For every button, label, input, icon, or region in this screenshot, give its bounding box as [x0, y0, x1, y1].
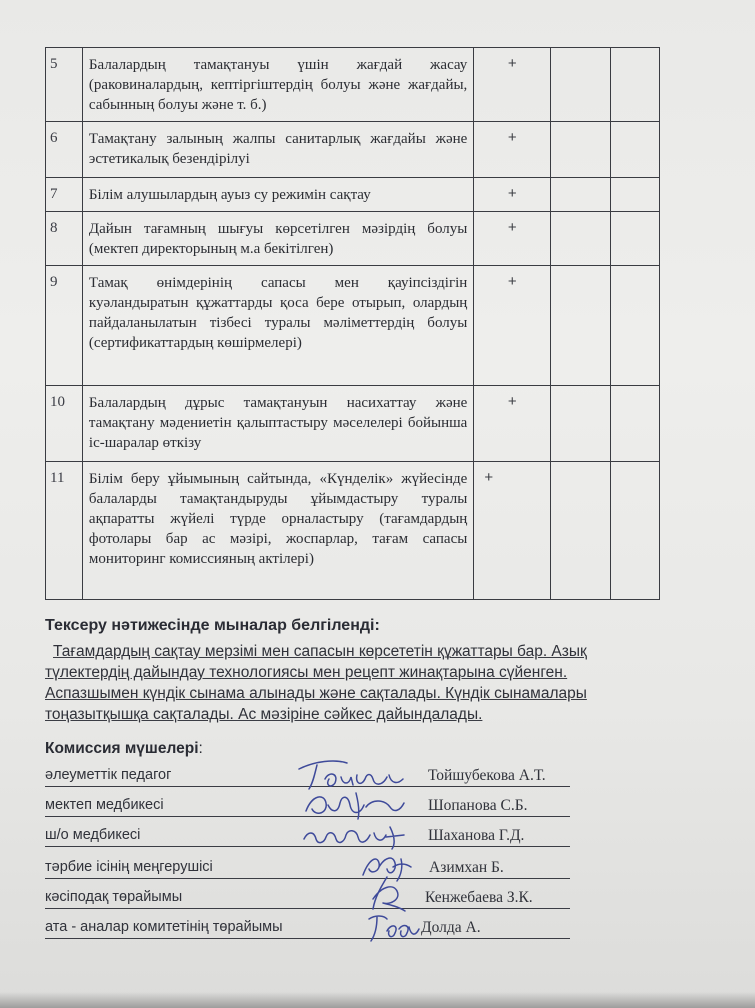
table-row: [46, 386, 660, 462]
commission-heading-text: Комиссия мүшелері: [45, 740, 199, 757]
row-empty-cell: [551, 462, 611, 600]
row-empty-cell: [551, 266, 611, 386]
row-empty-cell: [611, 48, 660, 122]
row-empty-cell: [611, 122, 660, 178]
commission-heading-colon: :: [198, 740, 203, 757]
row-empty-cell: [611, 178, 660, 212]
inspection-table: [45, 47, 660, 600]
row-mark: +: [474, 266, 551, 386]
results-line: Тағамдардың сақтау мерзімі мен сапасын көрсететін құжаттары бар. Азық: [53, 643, 587, 660]
row-empty-cell: [611, 462, 660, 600]
commission-member-row: [45, 919, 570, 947]
signature-line: [45, 908, 570, 909]
commission-member-row: [45, 889, 570, 917]
commission-member-row: [45, 827, 570, 855]
row-empty-cell: [551, 386, 611, 462]
member-name: Шаханова Г.Д.: [428, 827, 525, 844]
member-role: кәсіподақ төрайымы: [45, 889, 183, 905]
row-empty-cell: [611, 212, 660, 266]
page-bottom-shadow: [0, 992, 755, 1008]
row-number: 8: [46, 212, 83, 266]
table-row: [46, 462, 660, 600]
row-criterion: Дайын тағамның шығуы көрсетілген мәзірдің болуы (мектеп директорының м.а бекітілген): [82, 212, 473, 266]
row-criterion: Білім алушылардың ауыз су режимін сақтау: [82, 178, 473, 212]
row-number: 11: [46, 462, 83, 600]
row-mark: +: [474, 122, 551, 178]
row-mark: +: [474, 48, 551, 122]
member-name: Шопанова С.Б.: [428, 797, 528, 814]
row-criterion: Білім беру ұйымының сайтында, «Күнделік» жүйесінде балаларды тамақтандыруды ұйымдастыру туралы ақпаратты жүйелі түрде орналастыру (тағамдардың фотолары бар ас мәзірі, жоспарлар, тағам сапасы мониторинг комиссияның актілері): [82, 462, 473, 600]
row-criterion: Балалардың тамақтануы үшін жағдай жасау (раковиналардың, кептіргіштердің болуы және жағдайы, сабынның болуы және т. б.): [82, 48, 473, 122]
table-row: [46, 266, 660, 386]
row-mark: +: [474, 212, 551, 266]
results-paragraph: [45, 641, 660, 725]
member-role: әлеуметтік педагог: [45, 767, 172, 783]
row-number: 7: [46, 178, 83, 212]
member-name: Азимхан Б.: [429, 859, 504, 876]
table-row: [46, 212, 660, 266]
row-mark: +: [474, 462, 551, 600]
row-empty-cell: [551, 178, 611, 212]
row-criterion: Балалардың дұрыс тамақтануын насихаттау және тамақтану мәдениетін қалыптастыру мәселелері бойынша іс-шаралар өткізу: [82, 386, 473, 462]
results-heading: Тексеру нәтижесінде мыналар белгіленді:: [45, 617, 380, 634]
row-empty-cell: [551, 212, 611, 266]
row-criterion: Тамақ өнімдерінің сапасы мен қауіпсіздігін куәландыратын құжаттарды қоса бере отырып, олардың пайдаланылатын тізбесі туралы мәліметтердің болуы (сертификаттардың көшірмелері): [82, 266, 473, 386]
member-role: мектеп медбикесі: [45, 797, 164, 813]
member-name: Кенжебаева З.К.: [425, 889, 533, 906]
member-role: тәрбие ісінің меңгерушісі: [45, 859, 213, 875]
results-line: тоңазытқышқа сақталады. Ас мәзіріне сәйкес дайындалады.: [45, 706, 483, 723]
row-number: 6: [46, 122, 83, 178]
member-role: ш/о медбикесі: [45, 827, 141, 843]
row-number: 9: [46, 266, 83, 386]
handwritten-signature: [300, 817, 415, 853]
results-line: түлектердің дайындау технологиясы мен рецепт жинақтарына сүйенген.: [45, 664, 568, 681]
signature-line: [45, 938, 570, 939]
row-number: 5: [46, 48, 83, 122]
row-mark: +: [474, 178, 551, 212]
table-row: [46, 178, 660, 212]
signature-line: [45, 878, 570, 879]
row-empty-cell: [551, 122, 611, 178]
commission-member-row: [45, 859, 570, 887]
row-empty-cell: [611, 266, 660, 386]
table-row: [46, 122, 660, 178]
row-criterion: Тамақтану залының жалпы санитарлық жағдайы және эстетикалық безендірілуі: [82, 122, 473, 178]
row-mark: +: [474, 386, 551, 462]
member-role: ата - аналар комитетінің төрайымы: [45, 919, 283, 935]
commission-heading: [45, 740, 203, 758]
handwritten-signature: [363, 909, 423, 945]
row-number: 10: [46, 386, 83, 462]
member-name: Долда А.: [421, 919, 481, 936]
row-empty-cell: [551, 48, 611, 122]
table-row: [46, 48, 660, 122]
results-line: Аспазшымен күндік сынама алынады және сақталады. Күндік сынамалары: [45, 685, 587, 702]
row-empty-cell: [611, 386, 660, 462]
member-name: Тойшубекова А.Т.: [428, 767, 546, 784]
